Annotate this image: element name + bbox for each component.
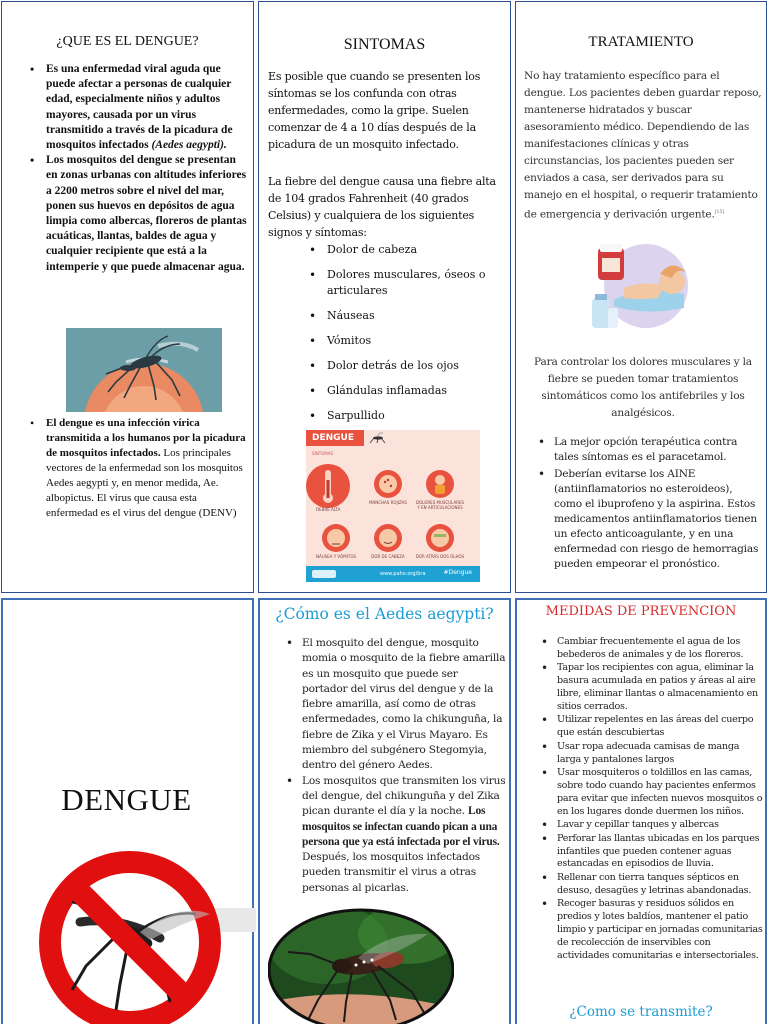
panel-title: SINTOMAS (343, 36, 426, 53)
bullet-bold-text: El dengue es una infección vírica transmitida a los humanos por la picadura de mosquitos infectados. (46, 417, 246, 459)
list-item: • Los mosquitos del dengue se presentan en zonas urbanas con altitudes inferiores a 2200 metros sobre el nivel del mar, ponen sus huevos en depósitos de agua limpia como albercas, floreros de plantas acuáticas, llantas, baldes de agua y cualquier recipiente que está a la intemperie y que puede almacenar agua. (28, 153, 250, 275)
list-item (284, 774, 506, 896)
infographic-tag: DENGUE (306, 430, 364, 446)
footer-url: www.paho.org/bra (380, 571, 426, 577)
intro-list (28, 62, 250, 275)
list-item: • Náuseas (309, 308, 499, 324)
footer-hashtag: #Dengue (443, 569, 472, 576)
infographic-header (306, 430, 480, 448)
prevention-list (539, 636, 765, 963)
icon-label: NÁUSEA Y VÓMITOS (315, 554, 357, 559)
list-item: • Cambiar frecuentemente el agua de los bebederos de animales y de los floreros. (539, 636, 765, 662)
icon-label: FIEBRE ALTA (315, 507, 341, 512)
infographic-footer (306, 566, 480, 582)
list-item (28, 416, 250, 521)
list-item: • Utilizar repelentes en las áreas del cuerpo que están descubiertas (539, 714, 765, 740)
no-mosquito-icon (20, 832, 256, 1024)
list-item: • Dolor detrás de los ojos (309, 358, 499, 374)
list-item: • Glándulas inflamadas (309, 383, 499, 399)
icon-label: DOR ATRÁS DOS OLHOS (415, 554, 465, 559)
infographic-subtag: SÍNTOMAS (312, 451, 334, 456)
aedes-photo (268, 904, 454, 1024)
list-item: • Dolor de cabeza (309, 242, 499, 258)
list-item: • Lavar y cepillar tanques y albercas (539, 819, 765, 832)
treatment-description (524, 68, 762, 224)
panel-title: TRATAMIENTO (588, 34, 694, 50)
fever-description: La fiebre del dengue causa una fiebre alta de 104 grados Fahrenheit (40 grados Celsius) y cualquiera de los siguientes signos y síntomas: (268, 175, 496, 239)
symptoms-infographic (306, 430, 480, 582)
list-item (28, 62, 250, 153)
list-item: • La mejor opción terapéutica contra tales síntomas es el paracetamol. (536, 435, 762, 465)
symptom-list (309, 242, 499, 433)
transmission-subtitle: ¿Como se transmite? (569, 1004, 713, 1020)
list-item: • Sarpullido (309, 408, 499, 424)
panel-sintomas (258, 1, 511, 593)
list-item: • Tapar los recipientes con agua, eliminar la basura acumulada en patios y áreas al aire libre, eliminar llantas o almacenamiento en sitios cerrados. (539, 662, 765, 713)
mosquito-icon (368, 432, 388, 444)
bullet-text: Después, los mosquitos infectados pueden transmitir el virus a otras personas al picarlas. (302, 851, 481, 894)
paho-logo (312, 570, 336, 578)
list-item: • Deberían evitarse los AINE (antiinflamatorios no esteroideos), como el ibuprofeno y la aspirina. Estos medicamentos antiinflamatorios tienen un efecto anticoagulante, y en una enfermedad con riesgo de hemorragias pueden empeorar el pronóstico. (536, 467, 762, 572)
list-item: • El mosquito del dengue, mosquito momia o mosquito de la fiebre amarilla es un mosquito que puede ser portador del virus del dengue y de la fiebre amarilla, así como de otras enfermedades, como la chikunguña, la fiebre de Zika y el Virus Mayaro. Es miembro del subgénero Stegomyia, dentro del género Aedes. (284, 636, 506, 774)
bullet-bold-text: Los mosquitos se infectan cuando pican a una persona que ya está infectada por el virus. (302, 805, 500, 848)
symptom-control-text: Para controlar los dolores musculares y la fiebre se pueden tomar tratamientos sintomáticos como los antifebriles y los analgésicos. (534, 356, 752, 419)
panel-title: ¿Cómo es el Aedes aegypti? (275, 605, 494, 623)
list-item: • Rellenar con tierra tanques sépticos en desuso, desagües y letrinas abandonadas. (539, 872, 765, 898)
resting-patient-illustration (584, 240, 699, 332)
list-item: • Recoger basuras y residuos sólidos en predios y lotes baldíos, mantener el patio limpio y participar en jornadas comunitarias de recolección de inservibles con actividades comunitarias e intersectoriales. (539, 898, 765, 962)
list-item: • Perforar las llantas ubicadas en los parques infantiles que pueden contener aguas estancadas en episodios de lluvia. (539, 833, 765, 871)
icon-label: MANCHAS ROJIZAS (369, 500, 407, 505)
reference-marker: [15] (714, 209, 725, 215)
bullet-text: Los mosquitos que transmiten los virus del dengue, del chikunguña y del Zika pican durante el día y la noche. (302, 774, 506, 818)
list-item: • Usar mosquiteros o toldillos en las camas, sobre todo cuando hay pacientes enfermos para evitar que infecten nuevos mosquitos o en los lugares donde duermen los niños. (539, 767, 765, 818)
infection-list (28, 416, 250, 521)
species-name: (Aedes aegypti). (151, 139, 227, 152)
list-item: • Dolores musculares, óseos o articulares (309, 267, 499, 299)
list-item: • Vómitos (309, 333, 499, 349)
icon-label: DOR DE CABEZA (371, 554, 405, 559)
icon-label: DOLORES MUSCULARES Y EN ARTICULACIONES (415, 500, 465, 510)
aedes-list (284, 636, 506, 896)
treatment-text: No hay tratamiento específico para el dengue. Los pacientes deben guardar reposo, mantenerse hidratados y buscar asesoramiento médico. Dependiendo de las manifestaciones clínicas y otras circunstancias, los pacientes pueden ser enviados a casa, ser derivados para su manejo en el hospital, o requerir tratamiento de emergencia y derivación urgente. (524, 70, 762, 221)
symptoms-intro: Es posible que cuando se presenten los síntomas se los confunda con otras enfermedades, como la gripe. Suelen comenzar de 4 a 10 días después de la picadura de un mosquito infectado. (268, 70, 481, 151)
panel-title: ¿QUE ES EL DENGUE? (56, 34, 199, 49)
panel-que-es-dengue (1, 1, 254, 593)
panel-title: MEDIDAS DE PREVENCION (545, 604, 737, 619)
panel-prevencion (515, 598, 767, 1024)
bullet-text: Los principales vectores de la enfermedad son los mosquitos Aedes aegypti y, en menor medida, Ae. albopictus. El virus que causa esta enfermedad es el virus del dengue (DENV) (46, 447, 243, 519)
cover-title: DENGUE (61, 782, 192, 817)
list-item: • Usar ropa adecuada camisas de manga larga y pantalones largos (539, 741, 765, 767)
mosquito-illustration (66, 328, 222, 412)
bullet-text: Es una enfermedad viral aguda que puede afectar a personas de cualquier edad, especialmente niños y adultos mayores, causada por un virus transmitido a través de la picadura de mosquitos infectados (46, 63, 233, 152)
medication-list (536, 435, 762, 574)
